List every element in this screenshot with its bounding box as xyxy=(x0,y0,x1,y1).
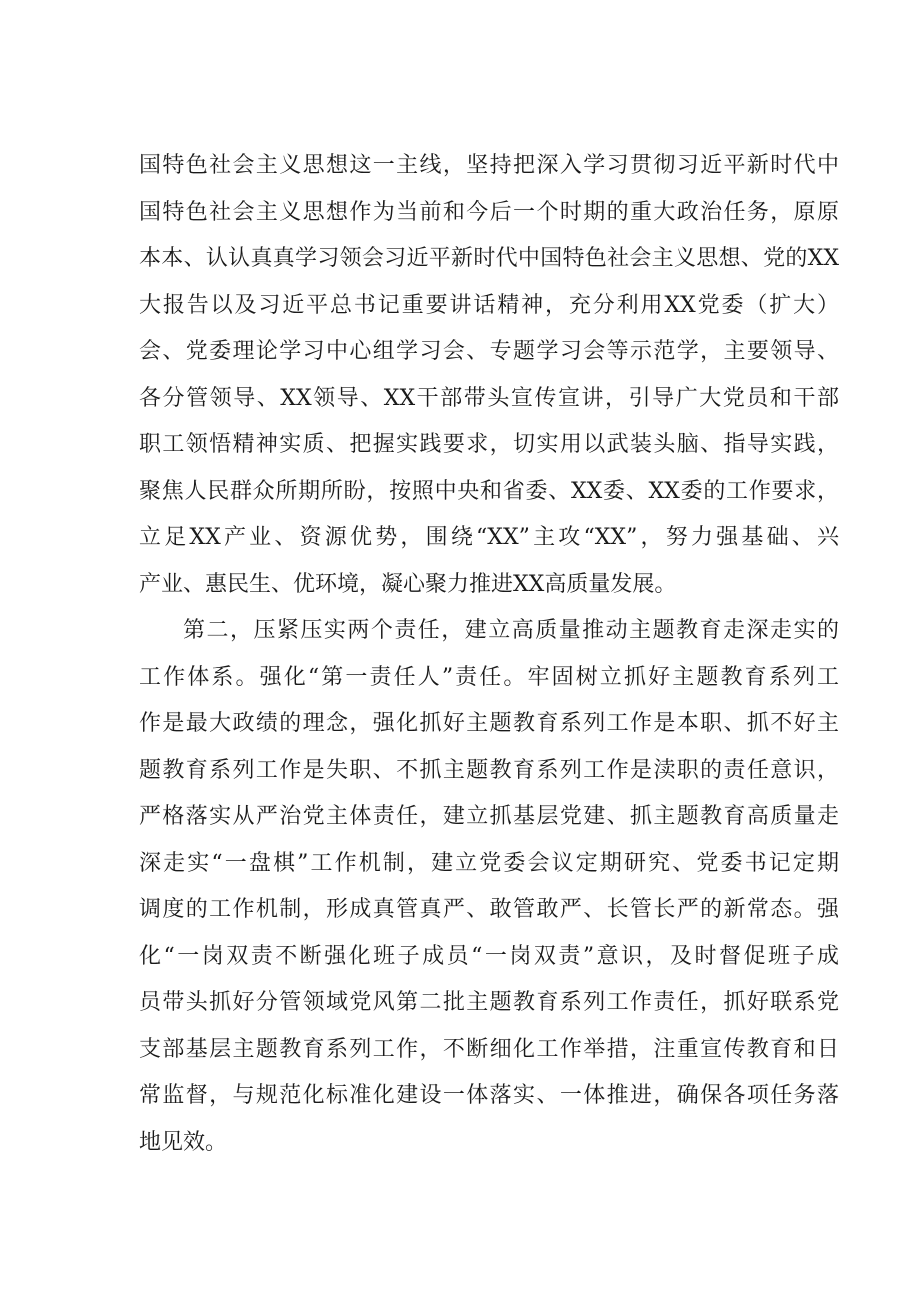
text-line: 国特色社会主义思想作为当前和今后一个时期的重大政治任务，原原 xyxy=(139,199,839,225)
text-line: 本本、认认真真学习领会习近平新时代中国特色社会主义思想、党的XX xyxy=(139,246,839,271)
text-line: 产业、惠民生、优环境，凝心聚力推进XX高质量发展。 xyxy=(139,571,677,597)
text-line: 会、党委理论学习中心组学习会、专题学习会等示范学，主要领导、 xyxy=(139,339,839,364)
text-line: 地见效。 xyxy=(139,1129,228,1155)
document-body xyxy=(139,143,839,1166)
paragraph-1 xyxy=(139,143,839,608)
text-line: 支部基层主题教育系列工作，不断细化工作举措，注重宣传教育和日 xyxy=(139,1036,839,1062)
text-line: 化“一岗双责不断强化班子成员“一岗双责”意识，及时督促班子成 xyxy=(139,943,839,969)
text-line: 工作体系。强化“第一责任人”责任。牢固树立抓好主题教育系列工 xyxy=(139,664,839,690)
text-line: 第二，压紧压实两个责任，建立高质量推动主题教育走深走实的 xyxy=(183,618,839,643)
text-line: 国特色社会主义思想这一主线，坚持把深入学习贯彻习近平新时代中 xyxy=(139,153,839,178)
text-line: 员带头抓好分管领域党风第二批主题教育系列工作责任，抓好联系党 xyxy=(139,990,839,1015)
text-line: 聚焦人民群众所期所盼，按照中央和省委、XX委、XX委的工作要求， xyxy=(139,478,839,504)
text-line: 职工领悟精神实质、把握实践要求，切实用以武装头脑、指导实践， xyxy=(139,432,839,457)
paragraph-2 xyxy=(139,608,839,1166)
text-line: 题教育系列工作是失职、不抓主题教育系列工作是渎职的责任意识， xyxy=(139,757,839,783)
text-line: 常监督，与规范化标准化建设一体落实、一体推进，确保各项任务落 xyxy=(139,1083,839,1108)
text-line: 大报告以及习近平总书记重要讲话精神，充分利用XX党委（扩大） xyxy=(139,292,839,318)
text-line: 深走实“一盘棋”工作机制，建立党委会议定期研究、党委书记定期 xyxy=(139,850,839,876)
text-line: 作是最大政绩的理念，强化抓好主题教育系列工作是本职、抓不好主 xyxy=(139,711,839,736)
text-line: 调度的工作机制，形成真管真严、敢管敢严、长管长严的新常态。强 xyxy=(139,897,839,922)
text-line: 严格落实从严治党主体责任，建立抓基层党建、抓主题教育高质量走 xyxy=(139,804,839,829)
text-line: 立足XX产业、资源优势，围绕“XX”主攻“XX”，努力强基础、兴 xyxy=(139,525,839,550)
text-line: 各分管领导、XX领导、XX干部带头宣传宣讲，引导广大党员和干部 xyxy=(139,385,839,411)
